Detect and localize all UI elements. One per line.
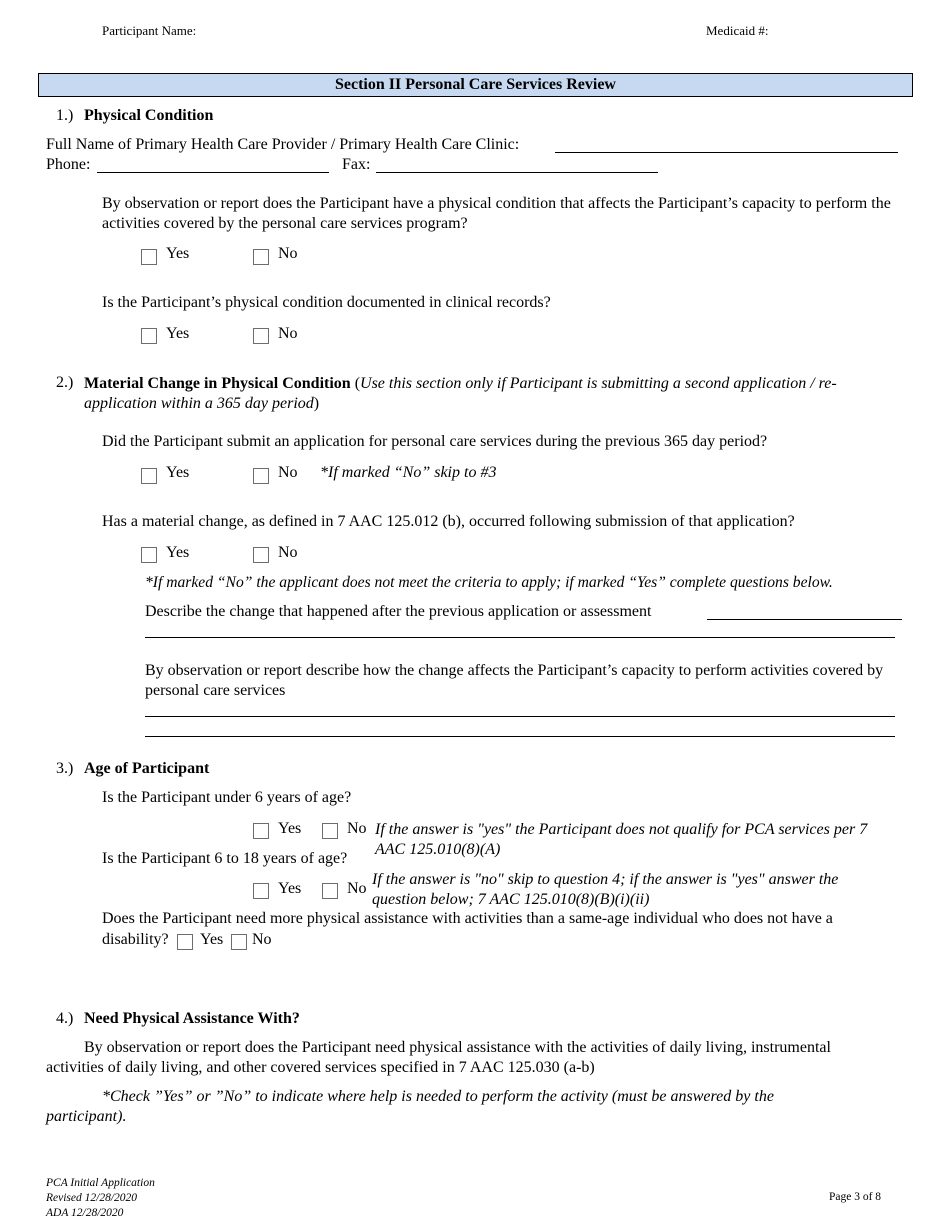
provider-field[interactable] xyxy=(555,152,898,153)
q3-under6-note: If the answer is "yes" the Participant does not qualify for PCA services per 7 AAC 125.010(8)(A) xyxy=(375,821,868,858)
q2-note-close: ) xyxy=(313,395,320,412)
q2-skip-note: *If marked “No” skip to #3 xyxy=(320,464,497,481)
q2-question-a: Did the Participant submit an application for personal care services during the previous 365 day period? xyxy=(102,433,768,450)
q1a-no-label: No xyxy=(278,245,298,262)
describe-effect-field-1[interactable] xyxy=(145,716,895,717)
q2-note-open: ( xyxy=(354,375,361,392)
q1a-yes-label: Yes xyxy=(166,245,190,262)
q3c-no-checkbox[interactable] xyxy=(231,934,247,950)
q2-title: Material Change in Physical Condition xyxy=(84,375,351,392)
q2b-no-label: No xyxy=(278,544,298,561)
fax-field[interactable] xyxy=(376,172,658,173)
q1b-no-label: No xyxy=(278,325,298,342)
q2a-no-checkbox[interactable] xyxy=(253,468,269,484)
q2b-yes-checkbox[interactable] xyxy=(141,547,157,563)
q3-6to18-note: If the answer is "no" skip to question 4; if the answer is "yes" answer the question below; 7 AAC 125.010(8)(B)(i)(ii) xyxy=(372,871,839,908)
footer-revised: Revised 12/28/2020 xyxy=(46,1192,138,1204)
q3a-no-label: No xyxy=(347,820,367,837)
q4-title: Need Physical Assistance With? xyxy=(84,1010,300,1027)
q4-check-note: *Check ”Yes” or ”No” to indicate where help is needed to perform the activity (must be answered by the participant). xyxy=(46,1088,774,1125)
q1-number: 1.) xyxy=(56,107,74,124)
q3b-yes-checkbox[interactable] xyxy=(253,883,269,899)
describe-change-field-2[interactable] xyxy=(145,637,895,638)
q1a-yes-checkbox[interactable] xyxy=(141,249,157,265)
q1b-yes-checkbox[interactable] xyxy=(141,328,157,344)
q2-describe-effect: By observation or report describe how the change affects the Participant’s capacity to perform activities covered by personal care services xyxy=(145,662,884,699)
q3a-yes-checkbox[interactable] xyxy=(253,823,269,839)
describe-effect-field-2[interactable] xyxy=(145,736,895,737)
q2-title-block xyxy=(84,374,904,414)
phone-field[interactable] xyxy=(97,172,329,173)
q3-more-assist-line1: Does the Participant need more physical assistance with activities than a same-age individual who does not have a xyxy=(102,910,833,927)
q3-6to18: Is the Participant 6 to 18 years of age? xyxy=(102,850,348,867)
q3c-yes-label: Yes xyxy=(200,931,224,948)
q3a-no-checkbox[interactable] xyxy=(322,823,338,839)
q2a-no-label: No xyxy=(278,464,298,481)
fax-label: Fax: xyxy=(342,156,371,173)
q1-question-a: By observation or report does the Participant have a physical condition that affects the Participant’s capacity to perform the activities covered by the personal care services program? xyxy=(102,195,891,232)
q3b-yes-label: Yes xyxy=(278,880,302,897)
phone-label: Phone: xyxy=(46,156,91,173)
q2-describe-change: Describe the change that happened after the previous application or assessment xyxy=(145,603,652,620)
q3c-no-label: No xyxy=(252,931,272,948)
q3c-yes-checkbox[interactable] xyxy=(177,934,193,950)
q2b-no-checkbox[interactable] xyxy=(253,547,269,563)
footer-page-number: Page 3 of 8 xyxy=(829,1191,882,1203)
footer-form-name: PCA Initial Application xyxy=(46,1177,155,1189)
section-title: Section II Personal Care Services Review xyxy=(38,73,913,97)
q1b-no-checkbox[interactable] xyxy=(253,328,269,344)
q2-question-b: Has a material change, as defined in 7 AAC 125.012 (b), occurred following submission of that application? xyxy=(102,513,795,530)
q4-number: 4.) xyxy=(56,1010,74,1027)
q3-title: Age of Participant xyxy=(84,760,210,777)
describe-change-field-1[interactable] xyxy=(707,619,902,620)
q1-question-b: Is the Participant’s physical condition documented in clinical records? xyxy=(102,294,551,311)
q3a-yes-label: Yes xyxy=(278,820,302,837)
q1a-no-checkbox[interactable] xyxy=(253,249,269,265)
participant-name-label: Participant Name: xyxy=(102,23,197,38)
q2b-yes-label: Yes xyxy=(166,544,190,561)
medicaid-label: Medicaid #: xyxy=(706,23,769,38)
footer-ada: ADA 12/28/2020 xyxy=(46,1207,124,1219)
q3b-no-checkbox[interactable] xyxy=(322,883,338,899)
q3-more-assist-line2: disability? xyxy=(102,931,169,948)
q1b-yes-label: Yes xyxy=(166,325,190,342)
q2-number: 2.) xyxy=(56,374,74,391)
q1-title: Physical Condition xyxy=(84,107,214,124)
q2-criteria-note: *If marked “No” the applicant does not meet the criteria to apply; if marked “Yes” complete questions below. xyxy=(145,574,833,591)
q2-title-note: Use this section only if Participant is submitting a second application / re-application within a 365 day period xyxy=(84,375,837,412)
q3b-no-label: No xyxy=(347,880,367,897)
q2a-yes-label: Yes xyxy=(166,464,190,481)
q2a-yes-checkbox[interactable] xyxy=(141,468,157,484)
q4-paragraph: By observation or report does the Participant need physical assistance with the activities of daily living, instrumental activities of daily living, and other covered services specified in 7 AAC 125.030 (a-b) xyxy=(46,1039,831,1076)
q3-number: 3.) xyxy=(56,760,74,777)
q3-under6: Is the Participant under 6 years of age? xyxy=(102,789,352,806)
provider-label: Full Name of Primary Health Care Provider / Primary Health Care Clinic: xyxy=(46,136,520,153)
